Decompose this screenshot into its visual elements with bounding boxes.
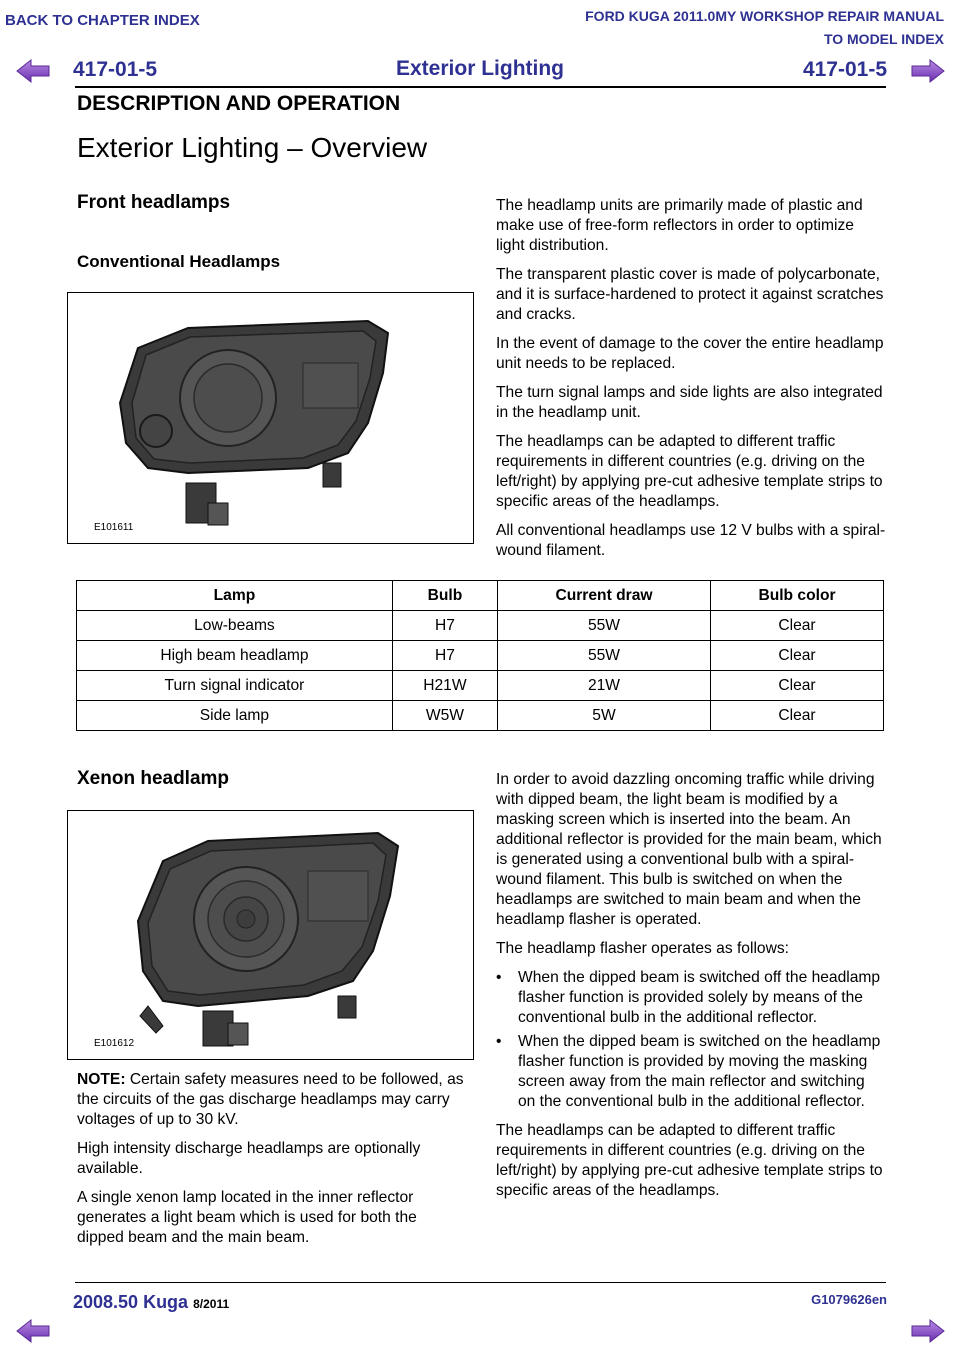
page-code-right: 417-01-5 <box>802 58 887 81</box>
section-title: DESCRIPTION AND OPERATION <box>77 92 401 115</box>
figure-label: E101611 <box>94 522 134 533</box>
page-title: Exterior Lighting – Overview <box>77 132 428 163</box>
front-headlamps-text <box>496 196 886 570</box>
table-row <box>77 701 884 731</box>
to-model-index-link[interactable]: TO MODEL INDEX <box>823 31 944 47</box>
note-text: Certain safety measures need to be followed, as the circuits of the gas discharge headlamps may carry voltages of up to 30 kV. <box>77 1071 464 1128</box>
table-cell: 5W <box>497 701 710 731</box>
page-code-left: 417-01-5 <box>73 58 158 81</box>
table-cell: Clear <box>711 641 884 671</box>
list-item: • When the dipped beam is switched on the headlamp flasher function is provided by moving the masking screen away from the main reflector and switching on the conventional bulb in the additional reflector. <box>496 1032 886 1112</box>
xenon-headlamp-figure <box>67 810 474 1060</box>
column-header: Bulb <box>392 581 497 611</box>
footer-date: 8/2011 <box>193 1297 230 1311</box>
paragraph: The headlamps can be adapted to different traffic requirements in different countries (e.g. driving on the left/right) by applying pre-cut adhesive template strips to specific areas of the headlamps. <box>496 1122 883 1199</box>
table-cell: Side lamp <box>77 701 393 731</box>
manual-title-link[interactable]: FORD KUGA 2011.0MY WORKSHOP REPAIR MANUAL <box>585 8 944 24</box>
column-header: Current draw <box>497 581 710 611</box>
bulb-table-wrapper <box>76 580 884 731</box>
paragraph: The headlamps can be adapted to different traffic requirements in different countries (e.g. driving on the left/right) by applying pre-cut adhesive template strips to specific areas of the headlamps. <box>496 433 883 510</box>
table-cell: Turn signal indicator <box>77 671 393 701</box>
list-item: • When the dipped beam is switched off the headlamp flasher function is provided solely by means of the conventional bulb in the additional reflector. <box>496 968 886 1028</box>
table-cell: 55W <box>497 641 710 671</box>
paragraph: The turn signal lamps and side lights are also integrated in the headlamp unit. <box>496 384 883 421</box>
paragraph: In order to avoid dazzling oncoming traffic while driving with dipped beam, the light beam is modified by a masking screen which is inserted into the beam. An additional reflector is provided for the main beam, which is generated using a conventional bulb with a spiral-wound filament. This bulb is switched on when the headlamps are switched to main beam and when the headlamp flasher is operated. <box>496 771 882 928</box>
note <box>77 1070 467 1130</box>
table-cell: W5W <box>392 701 497 731</box>
table-row <box>77 611 884 641</box>
xenon-headlamp-illustration <box>68 811 473 1059</box>
table-cell: 21W <box>497 671 710 701</box>
table-cell: Clear <box>711 611 884 641</box>
header-divider <box>75 86 886 88</box>
note-label: NOTE: <box>77 1071 126 1088</box>
paragraph: The transparent plastic cover is made of polycarbonate, and it is surface-hardened to protect it against scratches and cracks. <box>496 266 884 323</box>
figure-label: E101612 <box>94 1038 135 1049</box>
conventional-headlamps-heading: Conventional Headlamps <box>77 252 281 271</box>
table-cell: H7 <box>392 641 497 671</box>
column-header: Bulb color <box>711 581 884 611</box>
xenon-left-text <box>77 1070 467 1257</box>
table-row <box>77 671 884 701</box>
arrow-left-icon[interactable] <box>15 1318 51 1344</box>
back-to-chapter-index-link[interactable]: BACK TO CHAPTER INDEX <box>5 12 200 29</box>
table-header-row <box>77 581 884 611</box>
flasher-list <box>496 968 886 1112</box>
footer-model: 2008.50 Kuga 8/2011 <box>73 1292 230 1312</box>
table-row <box>77 641 884 671</box>
table-cell: H7 <box>392 611 497 641</box>
table-cell: Low-beams <box>77 611 393 641</box>
paragraph: High intensity discharge headlamps are optionally available. <box>77 1140 421 1177</box>
conventional-headlamp-illustration <box>68 293 473 543</box>
column-header: Lamp <box>77 581 393 611</box>
footer-divider <box>75 1282 886 1283</box>
xenon-headlamp-heading: Xenon headlamp <box>77 768 230 789</box>
table-cell: Clear <box>711 671 884 701</box>
table-cell: H21W <box>392 671 497 701</box>
conventional-headlamp-figure <box>67 292 474 544</box>
xenon-right-text <box>496 770 886 1210</box>
paragraph: The headlamp units are primarily made of plastic and make use of free-form reflectors in order to optimize light distribution. <box>496 197 863 254</box>
bulb-table <box>76 580 884 731</box>
table-cell: 55W <box>497 611 710 641</box>
table-cell: High beam headlamp <box>77 641 393 671</box>
paragraph: All conventional headlamps use 12 V bulbs with a spiral-wound filament. <box>496 522 886 559</box>
front-headlamps-heading: Front headlamps <box>77 192 231 213</box>
table-cell: Clear <box>711 701 884 731</box>
chapter-title: Exterior Lighting <box>396 57 564 80</box>
paragraph: In the event of damage to the cover the entire headlamp unit needs to be replaced. <box>496 335 884 372</box>
arrow-right-icon[interactable] <box>910 1318 946 1344</box>
footer-code: G1079626en <box>811 1292 887 1307</box>
paragraph: The headlamp flasher operates as follows: <box>496 940 789 957</box>
paragraph: A single xenon lamp located in the inner reflector generates a light beam which is used for both the dipped beam and the main beam. <box>77 1189 417 1246</box>
